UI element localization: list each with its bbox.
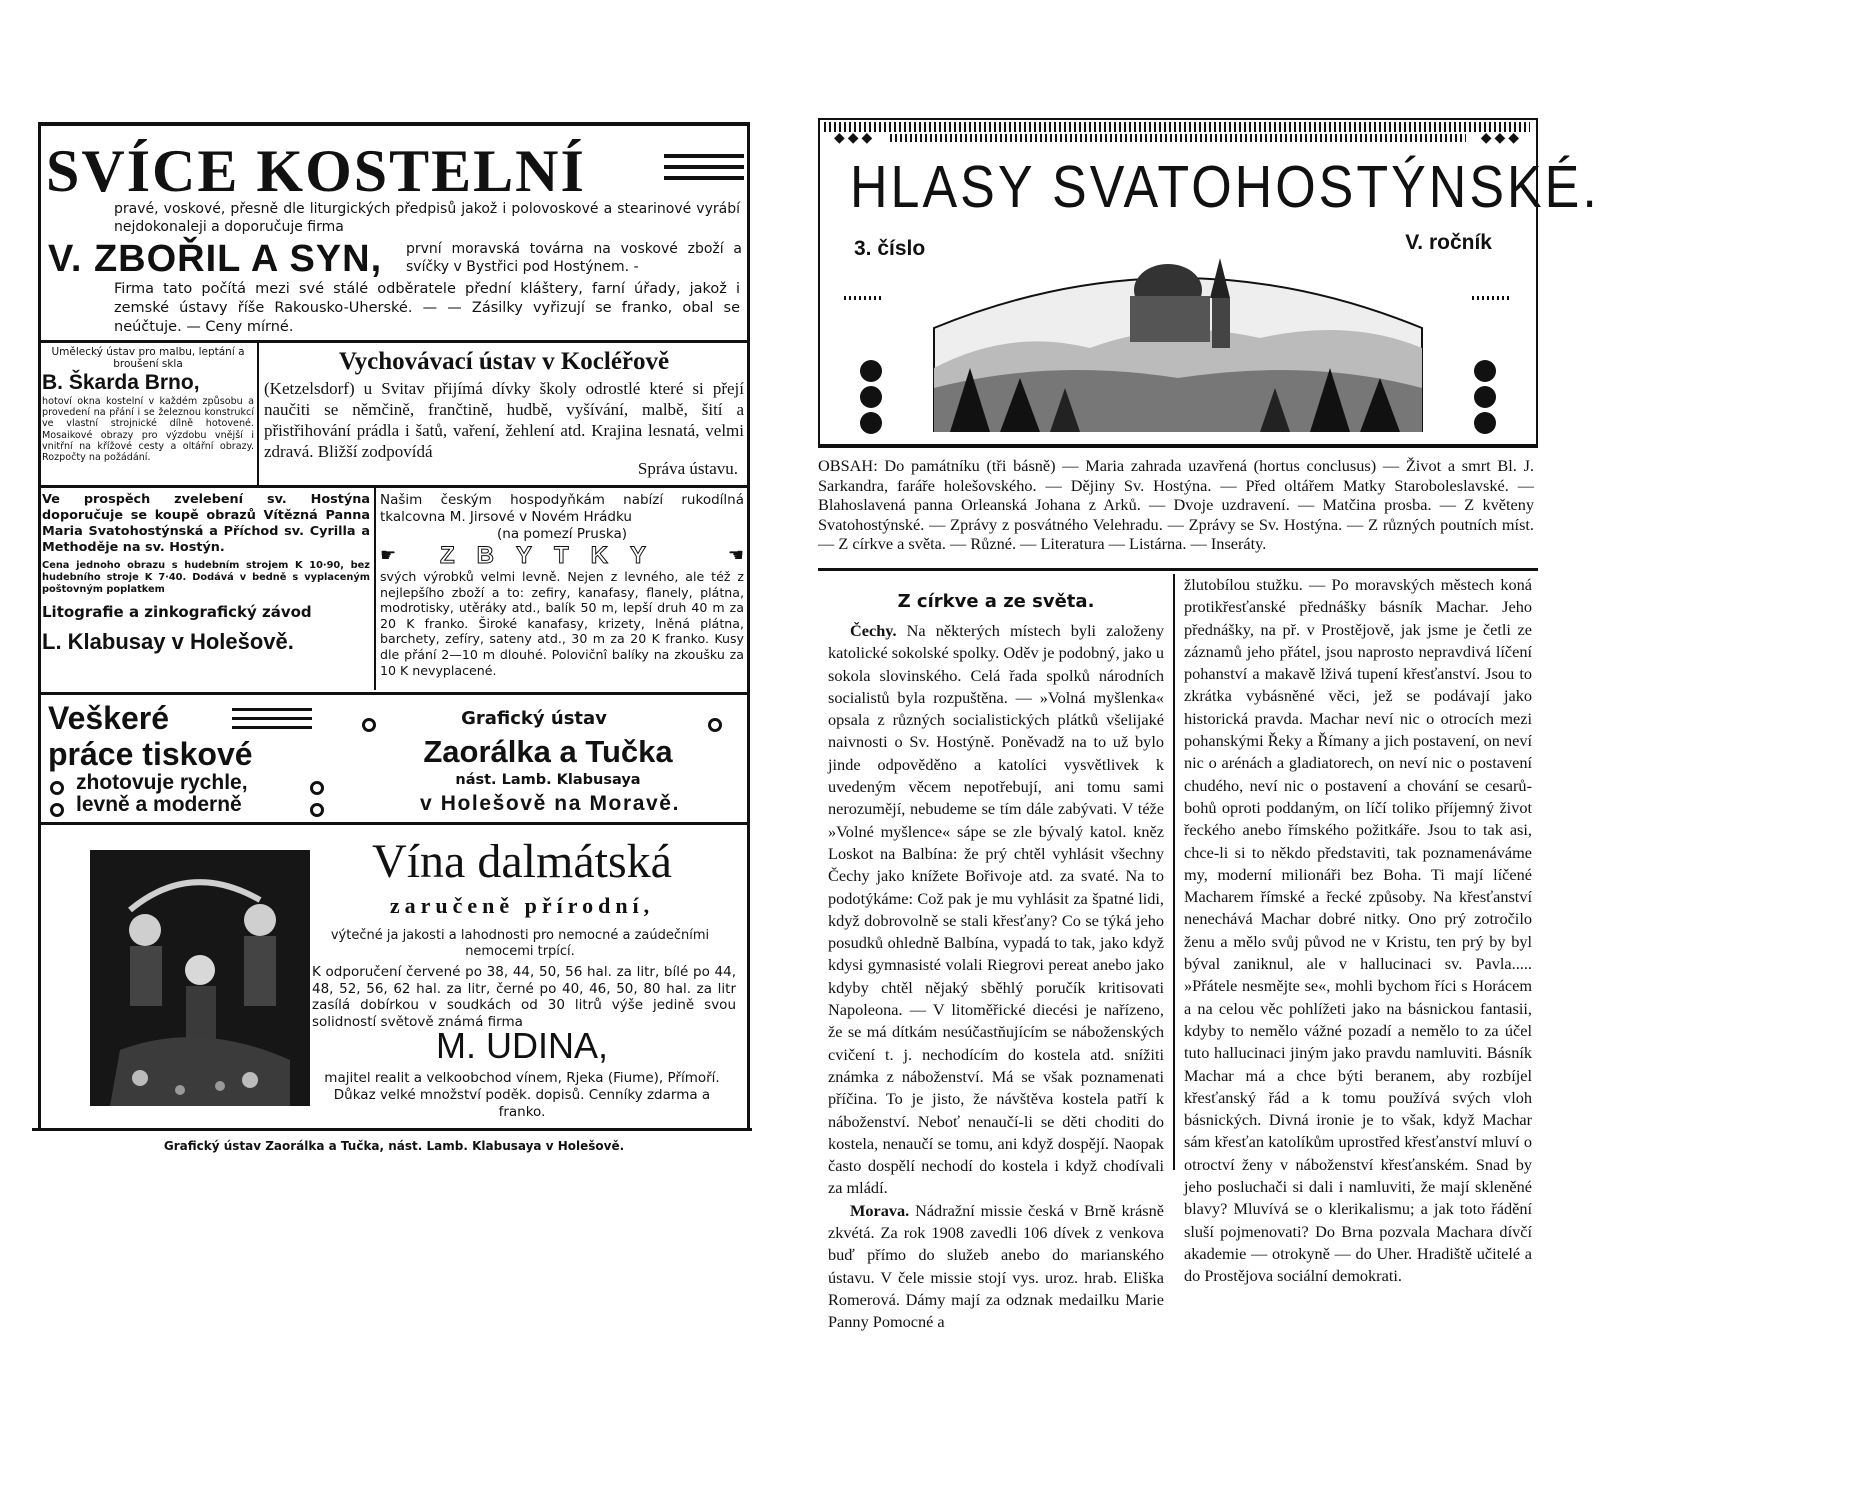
contents-bottom-rule	[818, 568, 1538, 571]
divider	[38, 822, 750, 825]
decorative-border	[844, 296, 884, 300]
ad-candles	[44, 130, 744, 340]
litho-firm-line2: L. Klabusay v Holešově.	[42, 629, 294, 654]
children-illustration	[90, 850, 310, 1106]
printing-r3: nást. Lamb. Klabusaya	[455, 772, 641, 788]
institute-text: (Ketzelsdorf) u Svitav přijímá dívky školy odrostlé které si přejí naučiti se němčině, frančtině, hudbě, vyšívání, malbě, šití a přistřihování prádla i šatů, vaření, žehlení atd. Krajina lesnatá, velmi zdravá. Bližší zodpovídá	[264, 379, 744, 461]
remnants-title: ZBYTKY	[440, 542, 668, 569]
divider	[38, 692, 750, 695]
children-illustration-svg	[90, 850, 310, 1106]
remnants-sub: (na pomezí Pruska)	[497, 526, 627, 542]
paragraph-lead: Morava.	[850, 1200, 910, 1220]
masthead-title: HLASY SVATOHOSTÝNSKÉ.	[850, 154, 1600, 221]
ad-printing	[42, 698, 744, 818]
printing-l1: Veškeré	[48, 700, 170, 736]
masthead-bottom-rule	[818, 446, 1538, 448]
dot-ornament-icon	[860, 412, 882, 434]
wine-text1: výtečné ja jakosti a lahodnosti pro nemocné a zaúdečními nemocemi trpící.	[330, 928, 710, 959]
pointing-hand-left-icon: ☚	[727, 545, 744, 566]
ad-litho	[42, 492, 370, 687]
litho-firm-line1: Litografie a zinkografický závod	[42, 603, 312, 621]
divider	[257, 343, 259, 485]
title-rule-lines	[664, 154, 744, 180]
candles-firm: V. ZBOŘIL A SYN,	[48, 238, 383, 280]
printing-r1: Grafický ústav	[461, 708, 607, 729]
masthead	[818, 118, 1600, 446]
candles-text: Firma tato počítá mezi své stálé odběratele přední kláštery, farní úřady, jakož i zemské ústavy říše Rakousko-Uherské. — — Zásilky vyřizují se franko, obal se neúčtuje. — Ceny mírné.	[114, 281, 740, 335]
article-paragraph	[828, 1200, 1164, 1334]
printing-l4: levně a moderně	[76, 793, 242, 816]
decorative-border	[824, 122, 1530, 132]
candles-desc: pravé, voskové, přesně dle liturgických předpisů jakož i polovoskové a stearinové vyrábí nejdokonaleji a doporučuje firma	[114, 201, 740, 235]
frame-bottom-rule	[32, 1128, 752, 1131]
dot-ornament-icon	[860, 386, 882, 408]
divider	[38, 340, 750, 343]
dot-ornament-icon	[860, 360, 882, 382]
article-column-1	[828, 588, 1164, 1334]
wine-firm: M. UDINA,	[435, 1025, 608, 1066]
article-paragraph	[828, 620, 1164, 1200]
skarda-firm: B. Škarda Brno,	[42, 371, 200, 394]
institute-title: Vychovávací ústav v Kocléřově	[338, 348, 670, 375]
printing-r4: v Holešově na Moravě.	[419, 792, 681, 815]
ad-skarda	[42, 346, 254, 480]
frame-right-rule	[747, 122, 750, 1128]
divider	[38, 485, 750, 488]
printing-l2: práce tiskové	[48, 736, 253, 772]
wine-title: Vína dalmátská	[372, 835, 672, 888]
wine-sub: zaručeně přírodní,	[389, 893, 655, 918]
candles-title: SVÍCE KOSTELNÍ	[46, 138, 586, 204]
paragraph-lead: Čechy.	[850, 621, 897, 640]
institute-signature: Správa ústavu.	[637, 459, 738, 478]
frame-top-rule	[38, 122, 750, 126]
remnants-title-row	[380, 543, 744, 569]
dot-ornament-icon	[1474, 412, 1496, 434]
circle-bullet-icon	[310, 777, 324, 796]
issue-number: 3. číslo	[854, 237, 926, 260]
left-footer: Grafický ústav Zaorálka a Tučka, nást. Lamb. Klabusaya v Holešově.	[163, 1139, 625, 1153]
column-divider	[1173, 574, 1175, 1170]
decorative-border	[1472, 296, 1512, 300]
divider	[374, 488, 376, 690]
contents: OBSAH: Do památníku (tři básně) — Maria zahrada uzavřená (hortus conclusus) — Život a smrt Bl. J. Sarkandra, faráře holešovského. — Dějiny Sv. Hostýna. — Před oltářem Matky Staroboleslavské. — Blahoslavená panna Orleanská Johana z Arků. — Dvoje uzdravení. — Matčina prosba. — Z květeny Svatohostýnské. — Zprávy z posvátného Velehradu. — Zprávy se Sv. Hostýna. — Z různých poutních míst. — Z církve a světa. — Různé. — Literatura — Listárna. — Inseráty.	[818, 456, 1534, 553]
ad-remnants	[380, 492, 744, 687]
circle-bullet-icon	[310, 799, 324, 818]
dot-ornament-icon	[1474, 386, 1496, 408]
skarda-text: hotoví okna kostelní v každém způsobu a provedení na přání i se železnou konstrukcí ve vlastní strojnické dílně hotovené. Mosaikové obrazy pro výzdobu vnější i vnitřní na křížové cesty a oltářní obrazy. Rozpočty na požádání.	[42, 396, 254, 464]
decorative-border	[890, 134, 1466, 142]
ad-institute	[264, 346, 744, 480]
ad-wine	[42, 828, 744, 1124]
skarda-intro: Umělecký ústav pro malbu, leptání a broušení skla	[51, 346, 245, 370]
article-column-2	[1184, 574, 1532, 1288]
paragraph-text: Nádražní missie česká v Brně krásně zkvétá. Za rok 1908 zavedli 106 dívek z venkova buď přímo do služeb anebo do marianského ústavu. V čele missie stojí vys. uroz. hrab. Eliška Romerová. Dámy mají za odznak medailku Marie Panny Pomocné a	[828, 1200, 1164, 1332]
dot-ornament-icon	[1474, 360, 1496, 382]
frame-left-rule	[38, 122, 41, 1128]
printing-l3: zhotovuje rychle,	[76, 771, 248, 794]
article-title: Z církve a ze světa.	[897, 591, 1095, 612]
circle-bullet-icon	[50, 799, 64, 818]
printing-rule-lines	[232, 708, 312, 729]
pointing-hand-right-icon: ☛	[380, 545, 397, 566]
remnants-text: svých výrobků velmi levně. Nejen z levného, ale též z nejlepšího zboží a to: zefiry, kanafasy, flanely, plátna, modrotisky, utěráky atd., balík 50 m, lepší druh 40 m za 20 K franko. Široké kanafasy, krizety, lněná plátna, barchety, zefíry, sateny atd., 30 m za 20 K franko. Kusy dle přání 2—10 m dlouhé. Polovičnî balíky na zkoušku za 10 K nevyplacené.	[380, 569, 744, 678]
litho-price: Cena jednoho obrazu s hudebním strojem K 10·90, bez hudebního stroje K 7·40. Dodává v bedně s vyplaceným poštovným poplatkem	[42, 560, 370, 595]
diamond-ornament-icon: ◆◆◆	[1480, 130, 1522, 146]
paragraph-text: Na některých místech byli založeny katolické sokolské spolky. Oděv je podobný, jako u sokola slovinského. Celá řada spolků národních socialistů byla rozpuštěna. — »Volná myšlenka« opsala z různých socialistických plátků všelijaké naivnosti o Sv. Hostýně. Poněvadž na to už bylo jinde odpověděno a katolíci vysvětlivek k uvedeným věcem nepotřebují, ani tomu sami nerozumějí, nebudeme se tím dále zabývati. V téže »Volné myšlence« sápe se zle bývalý katol. kněz Loskot na Balbína: že prý chtěl vyhlásit všechny Čechy jako knížete Bořivoje atd. za svaté. Na to podotýkáme: Což pak je mu vyhlásit za špatné lidi, když dobrovolně se stali křesťany? Co se týká jeho posudků ohledně Balbína, vypadá to tak, jako když kdysi gymnasisté volali Riegrovi pereat anebo jako kdyby chtěl nějaký sběhlý poručík kritisovati Napoleona. — V litoměřické diecési je nařízeno, že se má dítkám nesúčastňujícím se náboženských cvičení t. j. nechodícím do kostela atd. snížiti známka z náboženství. Má se však poznamenati příčina. To je jisto, že návštěva kostela patří k náboženství. Neboť nenaučí-li se děti choditi do kostela, nenaučí se tomu, ani když dospějí. Naopak často dospělí nechodí do kostela i když chodívali za mládí.	[828, 621, 1164, 1198]
diamond-ornament-icon: ◆◆◆	[834, 130, 876, 146]
article-paragraph: žlutobílou stužku. — Po moravských městech koná protikřesťanské přednášky básník Machar. Jeho přednášky, na př. v Prostějově, jak jsme je četli ze záznamů jeho přátel, jsou naprosto nepravdivá líčení pohanství a makavě lživá tupení křesťanství. Jsou to zkrátka vybásněné věci, jež se podávají jako historická pravda. Machar neví nic o otrocích mezi pohanskými Řeky a Římany a jich postavení, on neví nic o arénách a gladiatorech, on neví nic o postavení chudého, neví nic o postavení a chování se cesarů-bohů oproti poddaným, on líčí toliko příjemný život řeckého anebo římského požitkáře. Jsou to tak asi, chce-li si to někdo představiti, tak poznamenáváme my, moderní milionáři bez Boha. Ti mají líčené Macharem římské a řecké způsoby. Na křesťanství nenechává Machar dobré nitky. Ono prý zotročilo ženu a mělo svůj původ ne v Kristu, ten prý by byl býval zaniknul, ale v hallucinaci sv. Pavla..... »Přátele nesmějte se«, mohli bychom říci s Horácem a na celou věc pohlížeti jako na básnickou fantasii, kdyby to nemělo vážné pozadí a nemělo to za účel tuto hallucinaci jiným jako pravdu namluviti. Básník Machar má a chce býti beranem, aby rozbíjel křesťanský řád a k tomu používá svých vloh básnických. Divná ironie je to však, když Machar sám křesťan katolíkům uprostřed křesťanství mluví o otroctví ženy v náboženství křesťanském. Snad by jeho posluchači si dali i namluviti, že mají skleněné blavy? Mluvívá se o klerikalismu; a jak toto řádění sluší pojmenovati? Do Brna pozvala Machara dívčí akademie — otrokyně — do Uher. Hradiště učitelé a do Prostějova sociální demokrati.	[1184, 575, 1532, 1286]
remnants-intro: Našim českým hospodyňkám nabízí rukodílná tkalcovna M. Jirsové v Novém Hrádku	[380, 492, 744, 525]
wine-text2: K odporučení červené po 38, 44, 50, 56 hal. za litr, bílé po 44, 48, 52, 56, 62 hal. za litr, černé po 40, 46, 50, 80 hal. za litr zasílá dobírkou v soudkách od 30 litrů výše jedině svou solidností světově známá firma	[312, 964, 736, 1030]
hostyn-landscape-illustration	[930, 238, 1426, 432]
circle-bullet-icon	[362, 714, 376, 733]
litho-text: Ve prospěch zvelebení sv. Hostýna doporučuje se koupě obrazů Vítězná Panna Maria Svatohostýnská a Příchod sv. Cyrilla a Methoděje na sv. Hostýn.	[42, 492, 370, 555]
candles-firm-desc: první moravská továrna na voskové zboží a svíčky v Bystřici pod Hostýnem. -	[406, 241, 742, 275]
wine-footer: majitel realit a velkoobchod vínem, Rjeka (Fiume), Přímoří. Důkaz velké množství poděk. dopisů. Cenníky zdarma a franko.	[324, 1070, 720, 1120]
volume-number: V. ročník	[1405, 231, 1492, 254]
printing-r2: Zaorálka a Tučka	[423, 734, 673, 769]
circle-bullet-icon	[708, 714, 722, 733]
circle-bullet-icon	[50, 777, 64, 796]
